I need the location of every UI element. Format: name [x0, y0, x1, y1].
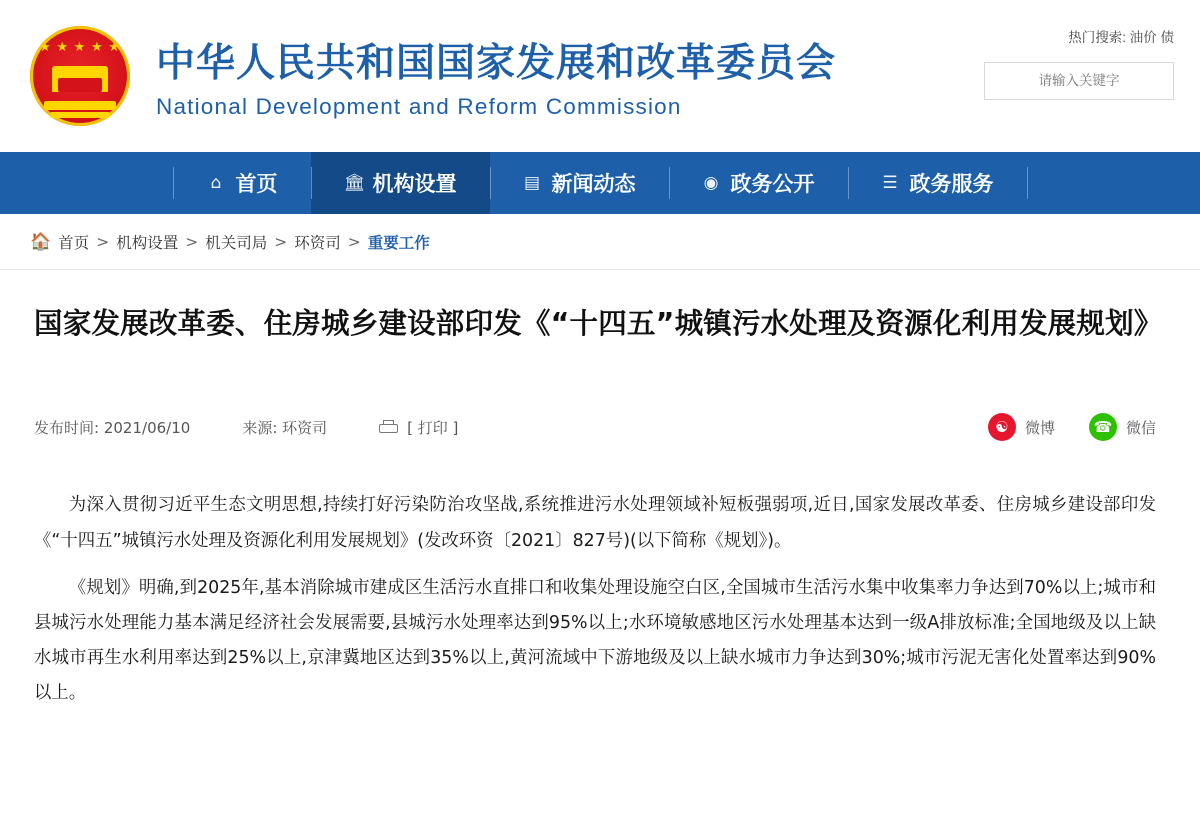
article — [0, 270, 1200, 711]
nav-item-government-services-label: 政务服务 — [909, 172, 994, 196]
article-source-value: 环资司 — [282, 418, 328, 437]
publish-time — [34, 417, 190, 438]
hot-search-line — [984, 26, 1174, 46]
search-box[interactable] — [984, 62, 1174, 100]
breadcrumb-item-4[interactable]: 环资司 — [294, 233, 341, 252]
nav-item-home[interactable] — [174, 152, 311, 214]
publish-time-value: 2021/06/10 — [103, 418, 191, 437]
printer-icon — [379, 420, 398, 435]
national-emblem-icon — [30, 26, 130, 126]
publish-time-label: 发布时间: — [34, 418, 100, 437]
nav-divider-right — [1027, 167, 1028, 199]
article-source-label: 来源: — [242, 418, 278, 437]
service-icon: ☰ — [882, 173, 898, 193]
bank-icon: 🏛 — [343, 173, 366, 193]
print-button[interactable] — [379, 417, 458, 438]
article-paragraph: 《规划》明确,到2025年,基本消除城市建成区生活污水直排口和收集处理设施空白区,全国城市生活污水集中收集率力争达到70%以上;城市和县城污水处理能力基本满足经济社会发展需要,县城污水处理率达到95%以上;水环境敏感地区污水处理基本达到一级A排放标准;全国地级及以上缺水城市再生水利用率达到25%以上,京津冀地区达到35%以上,黄河流域中下游地级及以上缺水城市力争达到30%;城市污泥无害化处置率达到90%以上。 — [34, 577, 1156, 704]
nav-item-organization[interactable] — [311, 152, 490, 214]
breadcrumb-item-2[interactable]: 机构设置 — [116, 233, 179, 252]
nav-item-news[interactable] — [490, 152, 669, 214]
breadcrumb — [30, 231, 430, 253]
site-header — [0, 0, 1200, 152]
emblem-base-lower — [50, 112, 110, 118]
breadcrumb-item-current: 重要工作 — [367, 233, 430, 252]
weibo-icon: ☯ — [988, 413, 1016, 441]
breadcrumb-separator: > — [185, 232, 199, 251]
search-input[interactable] — [985, 63, 1173, 99]
breadcrumb-item-1[interactable]: 首页 — [58, 233, 90, 252]
site-title-en: National Development and Reform Commission — [156, 94, 682, 119]
nav-item-news-label: 新闻动态 — [551, 172, 636, 196]
breadcrumb-separator: > — [347, 232, 361, 251]
print-button-label: [ 打印 ] — [407, 418, 459, 437]
broadcast-icon: ◉ — [703, 173, 719, 193]
nav-item-home-label: 首页 — [235, 172, 278, 196]
share-weibo-button[interactable] — [988, 413, 1055, 441]
emblem-base-upper — [44, 101, 116, 110]
breadcrumb-separator: > — [96, 232, 110, 251]
hot-search-label: 热门搜索: — [1068, 30, 1126, 45]
breadcrumb-separator: > — [274, 232, 288, 251]
nav-item-government-services[interactable] — [848, 152, 1027, 214]
news-icon: ▤ — [523, 173, 541, 193]
emblem-stars: ★ ★ ★ ★ ★ — [39, 39, 121, 54]
page-title: 国家发展改革委、住房城乡建设部印发《“十四五”城镇污水处理及资源化利用发展规划》 — [34, 307, 1163, 340]
breadcrumb-bar — [0, 214, 1200, 270]
article-meta — [34, 410, 1156, 444]
nav-item-organization-label: 机构设置 — [372, 172, 457, 196]
article-body — [34, 488, 1156, 711]
home-icon: 🏠 — [30, 231, 52, 252]
hot-search-term-1[interactable]: 油价 — [1129, 30, 1157, 45]
search-area — [984, 26, 1174, 100]
share-wechat-button[interactable] — [1089, 413, 1156, 441]
main-nav — [0, 152, 1200, 214]
home-icon: ⌂ — [210, 173, 222, 193]
share-bar — [988, 413, 1156, 441]
nav-item-government-disclosure[interactable] — [669, 152, 848, 214]
site-title-cn: 中华人民共和国国家发展和改革委员会 — [156, 41, 837, 86]
breadcrumb-item-3[interactable]: 机关司局 — [205, 233, 268, 252]
article-paragraph: 为深入贯彻习近平生态文明思想,持续打好污染防治攻坚战,系统推进污水处理领域补短板强弱项,近日,国家发展改革委、住房城乡建设部印发《“十四五”城镇污水处理及资源化利用发展规划》(发改环资〔2021〕827号)(以下简称《规划》)。 — [34, 495, 1156, 551]
site-title-block — [156, 32, 836, 120]
share-weibo-label: 微博 — [1024, 418, 1055, 437]
nav-item-government-disclosure-label: 政务公开 — [730, 172, 815, 196]
hot-search-term-2[interactable]: 债 — [1160, 30, 1174, 45]
wechat-icon: ☎ — [1089, 413, 1117, 441]
emblem-gate — [52, 66, 108, 92]
share-wechat-label: 微信 — [1125, 418, 1156, 437]
article-source — [242, 417, 327, 438]
